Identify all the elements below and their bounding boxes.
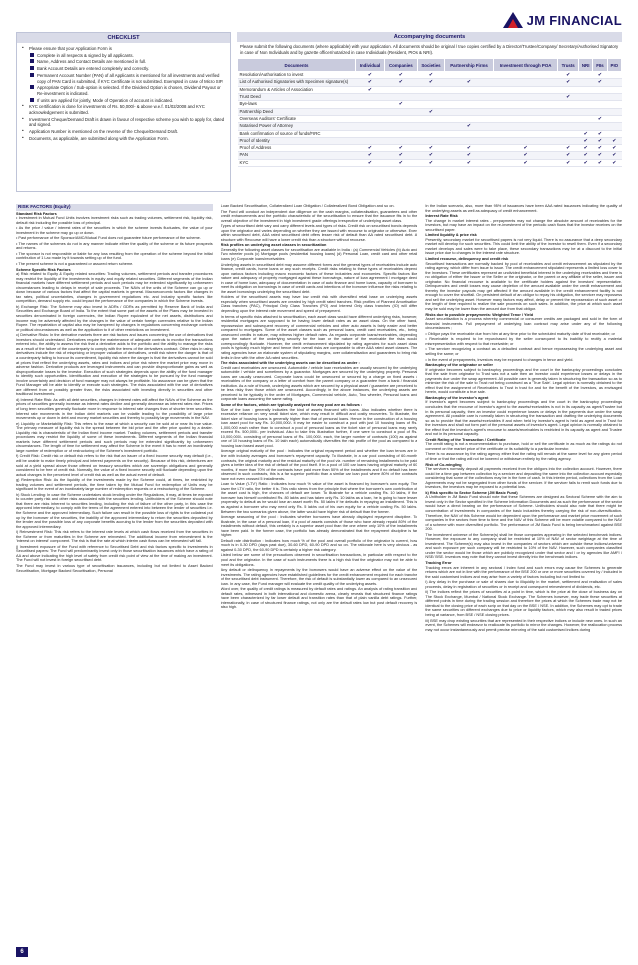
empty-cell — [579, 115, 593, 122]
table-row — [238, 159, 622, 166]
paragraph: b) Exchange Risk: The Scheme may also invest in ADRs / GDRs as permitted by Reserve Bank of India and Securities and Exchange Board of India. To the extent that some part of the assets of the Plans may be invested in securities denominated in foreign currencies, the Indian Rupee equivalent of the net assets, distributions and income may be adversely affected by the changes in the value of certain foreign currencies relative to the Indian Rupee. The repatriation of capital also may be hampered by changes in regulations concerning exchange controls or political circumstances as well as the application to it of other restrictions on investment. — [16, 304, 213, 332]
checkmark-icon: ✔ — [607, 145, 621, 152]
paragraph: • The servicer recognizing a contract as a defaulted contract and hence repossessing the underlying asset and selling the same; or — [425, 347, 623, 356]
checkmark-icon: ✔ — [356, 79, 385, 86]
checklist-item-text: Application Number is mentioned on the reverse of the Cheque/Demand Draft. — [29, 129, 179, 135]
checkmark-icon: ✔ — [493, 145, 558, 152]
empty-cell — [579, 123, 593, 130]
jm-financial-logo-icon — [503, 10, 523, 30]
checklist-item — [21, 117, 226, 128]
checkbox-square-icon — [30, 73, 34, 80]
column-header: Individual — [356, 59, 385, 72]
paragraph: • As the price / value / interest rates of the securities in which the scheme invests fluctuates, the value of your investment in the scheme may go up or down. — [16, 226, 213, 235]
risk-column-3 — [425, 204, 622, 939]
paragraph: Loan to Value ('LTV') Ratio : Indicates how much % value of the asset is financed by borrower's own equity. The lower the LTV ratio, the better it is. This ratio stems from the principle that where the borrower's own contribution of the asset cost is high, the chances of default are lower. To illustrate for a vehicle costing Rs. 10 lakhs, if the borrower has himself contributed Rs. 80 lakhs and has taken only Rs. 10 lakhs as a loan, he is going to have lesser propensity to default as he would lose an asset worth Rs. 50 lakhs if he defaults in repaying an installment. This is as against a borrower who may need only Rs. 5 lakhs out of his own equity for a vehicle costing Rs. 50 lakhs. Between the two scenarios given above, the latter would have higher risk of default than the former. — [220, 482, 418, 514]
empty-cell — [607, 72, 621, 79]
document-name: Bye-laws — [238, 101, 356, 108]
empty-cell — [445, 86, 493, 93]
section-heading: Limited recourse, delinquency and credit risk — [425, 257, 509, 262]
document-name: Memorandum & Articles of Association — [238, 86, 356, 93]
risk-column-1 — [16, 204, 213, 939]
checkbox-square-icon — [30, 85, 34, 92]
empty-cell — [445, 137, 493, 144]
checkmark-icon: ✔ — [579, 137, 593, 144]
checkmark-icon: ✔ — [558, 72, 579, 79]
document-name: Bank confirmation of source of funds/FIRC — [238, 130, 356, 137]
document-name: Trust Deed — [238, 94, 356, 101]
document-name: List of Authorised Signatories with Specimen signature(s) — [238, 79, 356, 86]
empty-cell — [417, 86, 445, 93]
column-header: Documents — [238, 59, 356, 72]
empty-cell — [593, 101, 607, 108]
checkmark-icon: ✔ — [417, 79, 445, 86]
empty-cell — [417, 130, 445, 137]
empty-cell — [558, 101, 579, 108]
section-heading: Bankruptcy of the investor's agent — [425, 395, 489, 400]
empty-cell — [493, 137, 558, 144]
bullet-icon: • — [22, 104, 24, 110]
empty-cell — [593, 86, 607, 93]
checkmark-icon: ✔ — [445, 159, 493, 166]
checkmark-icon: ✔ — [445, 145, 493, 152]
empty-cell — [493, 86, 558, 93]
section-heading: Tracking Error — [425, 561, 452, 566]
checklist-item — [21, 66, 226, 72]
checklist-item — [21, 98, 226, 104]
empty-cell — [558, 115, 579, 122]
column-header: Trusts — [558, 59, 579, 72]
paragraph: iii) BSE may drop existing securities that are represented in their respective indices or include new ones. In such an event, the Schemes will endeavor to reallocate its portfolio to mirror the changes. However, the reallocation process may not occur instantaneously and permit precise mirroring of the said customised indices during — [425, 618, 623, 632]
section-heading: Standard Risk Factors — [16, 211, 57, 216]
risk-factors-section — [16, 204, 622, 939]
empty-cell — [417, 101, 445, 108]
paragraph: ii) The indices reflect the prices of securities at a point in time, which is the price at the close of business day on The Stock Exchange, Mumbai / National Stock Exchange. The Schemes however, may trade these securities at different points in time during the trading session and therefore the prices at which the Schemes trade may not be identical to the closing price of each scrip on that day on the BSE / NSE. In addition, the Schemes may opt to trade the same securities on different exchanges due to price or liquidity factors, which may also result in traded prices being at variance, from BSE / NSE closing prices. — [425, 590, 623, 618]
checkmark-icon: ✔ — [385, 152, 418, 159]
table-row — [238, 130, 622, 137]
checklist-item-text: Name, Address and Contact Details are mentioned in full. — [37, 59, 147, 65]
empty-cell — [579, 94, 593, 101]
empty-cell — [385, 86, 418, 93]
checkbox-square-icon — [30, 66, 34, 73]
paragraph: • Receivable is required to be repurchased by the seller consequent to its inability to rectify a material misrepresentation with respect to that receivable; or — [425, 337, 623, 346]
bullet-icon: • — [22, 46, 24, 51]
table-row — [238, 145, 622, 152]
checkmark-icon: ✔ — [356, 72, 385, 79]
documents-panel — [237, 32, 622, 192]
paragraph: Average original maturity of the pool : indicates the original repayment period and whether the loan tenors are in line with industry averages and borrower's repayment capacity. To illustrate, in a car pool consisting of 60-month contracts, the original maturity and the residual maturity of the pool viz. number of remaining installments to be paid gives a better idea of the risk of default of the pool itself. If in a pool of 100 car loans having original maturity of 60 months, if more than 70% of the contracts have paid more than 50% of the installments and if no default has been observed in such contracts, this is a far superior portfolio than a similar car loan pool where 80% of the contracts have not even crossed 5 installments. — [220, 449, 418, 481]
table-row — [238, 101, 622, 108]
paragraph: d) Interest Rate Risk: As with all debt securities, changes in interest rates will affect the NAVs of the Scheme as the prices of securities generally increase as interest rates decline and generally decrease as interest rates rise. Prices of long term securities generally fluctuate more in response to interest rate changes than of shorter term securities. Interest rate movements in the Indian debt markets can be volatile leading to the possibility of large price movements up or down in debt and money market securities and thereby to possibly large movements in the NAV. — [16, 397, 213, 421]
empty-cell — [385, 123, 418, 130]
empty-cell — [493, 72, 558, 79]
checklist-item-text: If units are applied for jointly, Mode of Operation of account is indicated. — [37, 97, 174, 103]
empty-cell — [593, 108, 607, 115]
checkbox-square-icon — [30, 98, 34, 105]
checkmark-icon: ✔ — [417, 145, 445, 152]
paragraph: The Fund may invest in various type of securitisation issuances, including but not limited to Asset Backed Securitisation, Mortgage Backed Securitisation, Personal — [16, 564, 213, 573]
table-row — [238, 72, 622, 79]
checkmark-icon: ✔ — [445, 152, 493, 159]
paragraph: Securitised transactions are normally backed by pool of receivables and credit enhancement as stipulated by the rating agency, which differ from issue to issue. The credit enhancement stipulated represents a limited loss cover to the Investors. These certificates represent an undivided beneficial interest in the underlying receivables and there is no obligation of either the Issuer or the Seller or the originator, or the parent or any affiliate of the seller, issuer and originator. No financial recourse is available to the certificate holders against the investors' representative. Delinquencies and credit losses may cause depletion of the amount available under the credit enhancement and thereby the investor payouts may get affected if the amount available in the credit enhancement facility is not enough to cover the shortfall. On persistent default of an obligor to repay his obligation, the servicer may repossess and sell the underlying asset. However many factors may affect, delay or prevent the repossession of such asset or the length of time required to realize the sale proceeds on such sales. In addition, the price at which such asset may be sold may be lower than the amount due from that obligor. — [425, 261, 623, 312]
paragraph: Tracking errors are inherent in any sectoral / index fund and such errors may cause the Schemes to generate returns which are not in line with the performance of the BSE 200 or one or more securities covered by / included in the said customised indices and may arise from a variety of factors including but not limited to: — [425, 565, 623, 579]
paragraph: The Fund will conduct an independent due diligence on the cash margins, collateralisation, guarantees and other credit enhancements and the portfolio characteristic of the securitisation to ensure that the issuance fits in to the overall objective of the investment in high investment grade offerings irrespective of underlying asset class. — [220, 209, 418, 223]
empty-cell — [356, 94, 385, 101]
checkmark-icon: ✔ — [445, 79, 493, 86]
paragraph: • Obligor pays the receivable due from him at any time prior to the scheduled maturity date of that receivable; or — [425, 331, 615, 336]
checklist-item-text: Permanent Account Number (PAN) of all Applicants is mentioned for all investments and verified copy of PAN Card is submitted, if KYC Certificate is not submitted. Exempted in case of Micro SIP. — [37, 72, 224, 84]
section-heading: Interest Rate Risk — [425, 214, 458, 219]
column-header: FIIs — [593, 59, 607, 72]
empty-cell — [356, 123, 385, 130]
empty-cell — [493, 130, 558, 137]
table-row — [238, 108, 622, 115]
checkmark-icon: ✔ — [593, 145, 607, 152]
paragraph: If originator becomes subject to bankruptcy proceedings and the court in the bankruptcy proceedings concludes that the sale from originator to Trust was not a sale then an investor could experience losses or delays in the payments due under the swap agreement. All possible care is generally taken in structuring the transaction so as to minimize the risk of the sale to Trust not being construed as a 'True Sale'. Legal opinion is normally obtained to the effect that the assignment of Receivables to Trust in trust for and for the benefit of the Investors, as envisaged herein, would constitute a true sale. — [425, 367, 623, 395]
section-heading: Limited liquidity & price risk — [425, 233, 477, 238]
checkmark-icon: ✔ — [593, 72, 607, 79]
paragraph: g) Redemption Risk: As the liquidity of the investments made by the Scheme could, at times, be restricted by trading volumes and settlement periods, the time taken by the Mutual Fund for redemption of Units may be significant in the event of an inordinately large number of redemption requests or a restructuring of the Scheme. — [16, 478, 213, 492]
paragraph: Default rate distribution : Indicates how much % of the pool and overall portfolio of the originator is current, how much is in 0-30 DPD (days past due), 30-60 DPD, 60-90 DPD and so on. The rationale here is very obvious - as against 0-30 DPD, the 60-90 DPD is certainly a higher risk category. — [220, 538, 418, 552]
section-heading: k) Risk specific to Sector Scheme (JM Basic Fund) — [425, 490, 518, 495]
column-header: Partnership Firms — [445, 59, 493, 72]
paragraph: j) Investment exposure of the Fund with reference to Securitised Debt and risk factors specific to investments in Securitised papers: The Fund will predominantly invest only in those securitisation issuances which have a rating of AA and above indicating the high level of safety from credit risk point of view at the time of making an investment. The Fund will not invest in foreign securitised debt. — [16, 544, 213, 563]
risk-factors-heading: RISK FACTORS (Equity) — [16, 204, 213, 211]
empty-cell — [607, 108, 621, 115]
paragraph: f) Credit Risk: Credit risk or default risk refers to the risk that an issuer of a fixed income security may default (i.e., will be unable to make timely principal and interest payments on the security). Because of this risk, debentures are sold at a yield spread above those offered on treasury securities which are sovereign obligations and generally considered to be free of credit risk. Normally, the value of a fixed income security will fluctuate depending upon the actual changes in the perceived level of credit risk as well as the actual event of default. — [16, 454, 213, 477]
checkmark-icon: ✔ — [593, 130, 607, 137]
empty-cell — [445, 108, 493, 115]
paragraph: Loan Backed Securitisation, Collateralized Loan Obligation / Collateralized Bond Obligation and so on. — [220, 204, 395, 208]
checkmark-icon: ✔ — [558, 79, 579, 86]
empty-cell — [493, 101, 558, 108]
brand-logo — [503, 10, 622, 30]
empty-cell — [607, 86, 621, 93]
paragraph: i) Reinvestment Risk: This risk refers to the interest rate levels at which cash flows received from the securities in the Scheme or from maturities in the Scheme are reinvested. The additional income from reinvestment is the 'interest on interest' component. The risk is that the rate at which interim cash flows can be reinvested will fall. — [16, 530, 213, 544]
checkmark-icon: ✔ — [493, 159, 558, 166]
checkmark-icon: ✔ — [579, 152, 593, 159]
checklist-item — [21, 53, 226, 59]
empty-cell — [579, 108, 593, 115]
checkmark-icon: ✔ — [558, 94, 579, 101]
paragraph: The investment universe of the Scheme(s) shall be those companies appearing in the selected benchmark indices. However, the exposure to any company shall be restricted at 10% of NAV of sector weightage at the time of investment. The Scheme(s) may also invest in the companies of sectors which are outside these indices/universe and such exposure per such company will be restricted to 10% of the NAV. However, such companies classified under the sector would be those which are publicly recognized under that sector and / or by agencies like AMFI / NSE/ BSE. Investors may note that they cannot invest directly into the benchmark indices. — [425, 532, 623, 560]
section-heading: The risks associated with the underlying assets can be described as under : — [220, 361, 360, 366]
empty-cell — [493, 79, 558, 86]
empty-cell — [417, 123, 445, 130]
empty-cell — [607, 123, 621, 130]
paragraph: Types of securitised debt vary and carry different levels and types of risks. Credit risk on securitised bonds depends upon the originator and varies depending on whether they are issued with recourse to originator or otherwise. Even within securitised debt, AAA rated securitised debt offers lesser risk of default than AA rated securitised debt. A structure with Recourse will have a lower credit risk than a structure without recourse. — [220, 224, 418, 242]
empty-cell — [385, 108, 418, 115]
empty-cell — [558, 130, 579, 137]
checklist-item — [21, 59, 226, 65]
empty-cell — [607, 101, 621, 108]
paragraph: c) Derivative Risks: In the derivative markets there are risk factors and issues concerning the use of derivatives that investors should understand. Derivatives require the maintenance of adequate controls to monitor the transactions entered into, the ability to assess the risk that a derivative adds to the portfolio and the ability to manage the risks as a result of the failure of the counterparty to comply with the terms of the derivatives contract. Other risks in using derivatives include the risk of mispricing or improper valuation of derivatives, credit risk where the danger is that of a counterparty failing to honour its commitment, liquidity risk where the danger is that the derivatives cannot be sold at prices that reflect the underlying assets, rates and indices and price risk where the market price may move in adverse fashion. Derivative products are leveraged instruments and can provide disproportionate gains as well as disproportionate losses to the investor. Execution of such strategies depends upon the ability of the fund manager to identify such opportunities. Identification and execution of the strategies to be pursued by the fund manager involve uncertainty and decision of fund manager may not always be profitable. No assurance can be given that the Fund Manager will be able to identify or execute such strategies. The risks associated with the use of derivatives are different from or possibly greater than, the risks associated with investing directly in securities and other traditional investments. — [16, 333, 213, 397]
empty-cell — [356, 115, 385, 122]
empty-cell — [385, 115, 418, 122]
checklist-item-text: Investment Cheque/Demand Draft is drawn in favour of respective scheme you wish to apply for, dated and signed. — [29, 116, 225, 128]
empty-cell — [385, 137, 418, 144]
checkmark-icon: ✔ — [385, 101, 418, 108]
documents-table — [237, 58, 622, 167]
paragraph: The servicers normally deposit all payments received from the obligors into the collection account. However, there could be a time gap between collection by a servicer and depositing the same into the collection account especially considering that some of the collections may be in the form of cash. In this interim period, collections from the Loan Agreements may not be segregated from other funds of the servicer. If the servicer fails to remit such funds due to investors, the investors may be exposed to a potential loss. — [425, 467, 623, 490]
checkmark-icon: ✔ — [558, 159, 579, 166]
paragraph: There is no assurance by the rating agency either that the rating will remain at the same level for any given period of time or that the rating will not be lowered or withdrawn entirely by the rating agency. — [425, 452, 623, 461]
paragraph: The credit rating is not a recommendation to purchase, hold or sell the certificate in as much as the ratings do not comment on the market price of the certificate or its suitability to a particular investor. — [425, 442, 623, 451]
checkbox-square-icon — [30, 53, 34, 60]
paragraph: Size of the loan : generally indicates the kind of assets financed with loans. Also indicates whether there is excessive reliance on very small ticket size, which may result in difficult and costly recoveries. To illustrate, the ticket size of housing loans is generally higher than that of personal loans. Hence in the construction of a housing loan asset pool for say Rs. 10,000,000/- it may be easier to construct a pool with just 10 housing loans of Rs. 1,000,000 each rather than to construct a pool of personal loans as the ticket size of personal loans may rarely exceed Rs. 500,000/- per individual. Also to take this illustration further, if one were to construct a pool of Rs. 10,000,000/- consisting of personal loans of Rs. 100,000/- each, the larger number of contracts (100) as against one of 10 housing loans of Rs. 10 lakh each) automatically diversifies the risk profile of the pool as compared to a housing loan based asset pool. — [220, 407, 418, 448]
checkmark-icon: ✔ — [385, 72, 418, 79]
paragraph: • The sponsor is not responsible or liable for any loss resulting from the operation of the scheme beyond the initial contribution of 1 Lac made by it towards setting up of the fund. — [16, 251, 213, 261]
section-heading: Scheme Specific Risk Factors — [16, 267, 71, 272]
paragraph: Generally the following asset classes for securitisation are available in India : (a) Commercial Vehicles (b) Auto and Two wheeler pools (c) Mortgage pools (residential housing loans) (d) Personal Loan, credit card and other retail loans (e) Corporate loans/receivables — [220, 247, 418, 262]
empty-cell — [445, 130, 493, 137]
checklist-panel — [16, 32, 231, 192]
paragraph: If investor's agent becomes subject to bankruptcy proceedings and the court in the bankruptcy proceedings concludes that the recourse of investor's agent to the assets/receivables is not in its capacity as agent/Trustee but in its personal capacity, then an investor could experience losses or delays in the payments due under the swap agreement. All possible care is normally taken in structuring the transaction and drafting the underlying documents so as to provide that the assets/receivables if and when held by investor's agent is held as agent and in Trust for the investors and shall not form part of the personal assets of investor's agent. Legal opinion is normally obtained to the effect that the investor's agent's recourse to assets/receivables is restricted in its capacity as agent and Trustee and not in its personal capacity. — [425, 400, 623, 437]
checkmark-icon: ✔ — [356, 145, 385, 152]
paragraph: Listed below are some of the precautions observed in securitisation transactions, in particular with respect to the pool and the originator. In the case of such instruments there is a high risk that the originator may not be able to meet its obligations. — [220, 553, 418, 567]
checkmark-icon: ✔ — [385, 79, 418, 86]
checkmark-icon: ✔ — [593, 152, 607, 159]
paragraph: Word over, the quality of credit ratings is measured by default rates and ratings. An analysis of rating transition and default rates, witnessed in both international and domestic arena, clearly reveals that structured finance ratings have been characterized by far lower default and transition rates than that of plain vanilla debt ratings. Further, internationally, in case of structured finance ratings, not only are the default rates low but post default recovery is also high. — [220, 587, 418, 610]
bullet-icon: • — [22, 135, 24, 141]
checkbox-square-icon — [30, 59, 34, 66]
checkmark-icon: ✔ — [417, 152, 445, 159]
checklist-item — [21, 129, 226, 135]
empty-cell — [607, 115, 621, 122]
risk-column-2 — [221, 204, 418, 939]
checkmark-icon: ✔ — [417, 72, 445, 79]
documents-table-body — [238, 72, 622, 167]
paragraph: Credit card receivables are unsecured. Automobile / vehicle loan receivables are usually secured by the underlying automobile / vehicle and sometimes by a guarantor. Mortgages are secured by the underlying property. Personal loans are usually unsecured. Corporate loans could be unsecured or secured by a charge on fixed assets / receivables of the company or a letter of comfort from the parent company or a guarantee from a bank / financial institution. As a rule of thumb, underlying assets which are secured by a physical asset / guarantee are perceived to be less risky than those which are unsecured. Accordingly, in the above instances, the underlying assets are perceived to be typically in the order of Mortgages, Commercial vehicle, Auto, Two wheeler, Personal loans and corporate loans assuming the same rating. — [220, 365, 418, 402]
empty-cell — [445, 115, 493, 122]
checklist-item-text: Bank Account Details are entered completely and correctly. — [37, 66, 150, 72]
paragraph: e) Liquidity or Marketability Risk: This refers to the ease at which a security can be sold at or near its true value. The primary measure of liquidity risk is the spread between the bid price and the offer price quoted by a dealer. Liquidity risk is characteristic of the Indian fixed income market. Trading volumes, settlement periods and transfer procedures may restrict the liquidity of some of these investments. Different segments of the Indian financial markets have different settlement periods and such periods may be extended significantly by unforeseen circumstances. The length of time for settlement may affect the Scheme in the event it has to meet an inordinately large number of redemption or of restructuring of the Scheme's investment portfolio. — [16, 421, 213, 453]
empty-cell — [593, 123, 607, 130]
paragraph: • In the event of prepayments, investors may be exposed to changes in tenor and yield. — [425, 357, 574, 362]
checklist-item — [21, 136, 226, 142]
empty-cell — [558, 137, 579, 144]
checklist-item — [21, 46, 226, 52]
checkmark-icon: ✔ — [445, 123, 493, 130]
empty-cell — [385, 130, 418, 137]
empty-cell — [607, 79, 621, 86]
documents-table-header — [238, 59, 622, 72]
paragraph: The change in market interest rates - prepayments may not change the absolute amount of receivables for the investors, but may have an impact on the re-investment of the periodic cash flows that the investor receives on the securitised paper. — [425, 218, 623, 232]
table-row — [238, 79, 622, 86]
checkmark-icon: ✔ — [385, 159, 418, 166]
document-name: Proof of Identity — [238, 137, 356, 144]
paragraph: In the Indian scenario, also, more than 95% of issuances have been AAA rated issuances indicating the quality of the underlying assets as well as adequacy of credit enhancement. — [425, 204, 623, 213]
empty-cell — [445, 94, 493, 101]
documents-title: Accompanying documents — [237, 32, 622, 42]
empty-cell — [356, 130, 385, 137]
section-heading: Risk profiles on underlying asset classes in securitization — [220, 243, 327, 248]
empty-cell — [445, 101, 493, 108]
empty-cell — [356, 101, 385, 108]
top-section — [16, 32, 622, 192]
column-header: Societies — [417, 59, 445, 72]
checklist-item-text: KYC certification is done for investments of Rs. 50,000/- & above w.e.f. 01/02/2008 and KYC acknowledgement is submitted. — [29, 104, 205, 116]
checkmark-icon: ✔ — [417, 159, 445, 166]
checkmark-icon: ✔ — [356, 159, 385, 166]
empty-cell — [417, 94, 445, 101]
document-name: Proof of Address — [238, 145, 356, 152]
checklist-item — [21, 85, 226, 96]
paragraph: a) Risk related to Equity & Equity related securities: Trading volumes, settlement periods and transfer procedures may restrict the liquidity of the investments in equity and equity related securities. Different segments of the Indian financial markets have different settlement periods and such periods may be extended significantly by unforeseen circumstances leading to delays in receipt of sale proceeds. The NAVs of the units of the Scheme can go up or down because of various factors that affect the capital markets in general. Macroeconomic factors like changes in tax rates, political uncertainties, changes in government regulations etc. and industry specific factors like competition, demand supply etc. could impact the performance of the companies in which the Scheme invests. — [16, 272, 213, 304]
empty-cell — [445, 72, 493, 79]
column-header: Companies — [385, 59, 418, 72]
table-row — [238, 94, 622, 101]
checkmark-icon: ✔ — [356, 86, 385, 93]
checkmark-icon: ✔ — [593, 115, 607, 122]
documents-intro: Please submit the following documents (where applicable) with your application. All documents should be original / true copies certified by a Director/Trustee/Company/ Secretary/Authorised Signatory in case of Non Individuals and by gazette officer/notarized in case Individuals (Resident, PIOs & NRI). — [240, 44, 619, 55]
section-heading: Risk of Co-mingling — [425, 462, 462, 467]
table-row — [238, 137, 622, 144]
document-name: Notarised Power of Attorney — [238, 123, 356, 130]
empty-cell — [417, 137, 445, 144]
empty-cell — [493, 115, 558, 122]
checklist-item-text: Complete in all respects & signed by all applicants. — [37, 52, 134, 58]
document-name: PAN — [238, 152, 356, 159]
empty-cell — [607, 130, 621, 137]
column-header: PIO — [607, 59, 621, 72]
page-number: 6 — [16, 947, 28, 957]
checkmark-icon: ✔ — [417, 108, 445, 115]
paragraph: In terms of specific risks attached to securitisation, each asset class would have different underlying risks, however, residential mortgages are supposed to be having lower default rates as an asset class. On the other hand, repossession and subsequent recovery of commercial vehicles and other auto assets is fairly easier and better compared to mortgages. Some of the asset classes such as personal loans, credit card receivables, etc., being unsecured credits in nature, may witness higher default rates. As regards corporate loans/receivables, depending upon the nature of the underlying security for the loan or the nature of the receivable the risks would correspondingly fluctuate. However, the credit enhancement stipulated by rating agencies for such asset class pools is typically much higher and hence their overall risks are comparable to other AAA rated asset classes. The rating agencies have an elaborate system of stipulating margins, over collateralisation and guarantees to bring risk limits in line with the other AA rated securities. — [220, 314, 418, 360]
paragraph: h) Stock Lending: In case the Scheme undertakes stock lending under the Regulations, it may, at times be exposed to counter party risk and other risks associated with the securities lending. Unitholders of the Scheme should note that there are risks inherent to securities lending, including the risk of failure of the other party, in this case the approved intermediary, to comply with the terms of the agreement entered into between the lender of securities i.e. the Scheme and the approved intermediary. Such failure can result in the possible loss of rights to the collateral put up by the borrower of the securities, the inability of the approved intermediary to return the securities deposited by the lender and the possible loss of any corporate benefits accruing to the lender from the securities deposited with the approved intermediary. — [16, 492, 213, 529]
empty-cell — [558, 123, 579, 130]
empty-cell — [579, 72, 593, 79]
empty-cell — [493, 94, 558, 101]
checkmark-icon: ✔ — [558, 152, 579, 159]
empty-cell — [385, 94, 418, 101]
empty-cell — [493, 108, 558, 115]
paragraph: • Investment in Mutual Fund Units involves investment risks such as trading volumes, settlement risk, liquidity risk, default risk including the possible loss of principal. — [16, 216, 213, 225]
empty-cell — [558, 108, 579, 115]
checkmark-icon: ✔ — [558, 145, 579, 152]
paragraph: Average seasoning of the pool : Indicates whether borrowers have already displayed repayment discipline. To illustrate, in the case of a personal loan, if a pool of assets consists of those who have already repaid 80% of the installments without default, this certainly is a superior asset pool than the one where only 10% of the installments have been paid. In the former case, the portfolio has already demonstrated that the repayment discipline is far higher. — [220, 515, 418, 538]
paragraph: A Unitholder in JM Basic Fund should note that these Schemes are designed as Sectoral Scheme with the aim to invest only in the Sector specified in the Scheme Information Documents and as such the performance of the sector would have a direct bearing on the performance of Scheme. Unitholders should also note that there might be concentration of investments in companies of the basic industries thereby carrying the risk of non-diversification. Therefore, the NAV of this Scheme would be dependent upon the performance and market price movement of such companies in the sectors from time to time and the NAV of this Scheme will be more volatile compared to the NAV of a scheme with more diversified portfolio. The performance of JM Basic Fund is being benchmarked against BSE 200. — [425, 495, 623, 532]
checkmark-icon: ✔ — [356, 152, 385, 159]
document-name: Partnership Deed — [238, 108, 356, 115]
document-name: Overseas Auditors' Certificate — [238, 115, 356, 122]
checkmark-icon: ✔ — [593, 137, 607, 144]
checklist-item-text: Appropriate Option / Sub-option is selected. If the Dividend Option is chosen, Dividend Payout or Re-investment is indicated. — [37, 85, 221, 96]
checkmark-icon: ✔ — [607, 159, 621, 166]
section-heading: Some of the factors, which are typically analyzed for any pool are as follows : — [220, 402, 363, 407]
empty-cell — [579, 86, 593, 93]
paragraph: Asset securitisation is a process whereby commercial or consumer credits are packaged and sold in the form of financial instruments. Full prepayment of underlying loan contract may arise under any of the following circumstances ; — [425, 317, 623, 331]
checkmark-icon: ✔ — [579, 145, 593, 152]
column-header: Investment through POA — [493, 59, 558, 72]
column-header: NRI — [579, 59, 593, 72]
paragraph: i) Any delay in the purchase or sale of shares due to illiquidity in the market, settlement and realisation of sales proceeds, delay in registration of securities or in receipt and consequent reinvestment of dividends, etc. — [425, 580, 623, 589]
paragraph: Holders of the securitised assets may have low credit risk with diversified retail base on underlying assets especially when securitised assets are created by high credit rated tranches. Risk profiles of Planned Amortisation Class tranches (PAC), Principal Only Class Tranches (PO) and Interest Only class tranches (IO) will differ depending upon the interest rate movement and speed of prepayment. — [220, 295, 418, 314]
paragraph: Any default or delinquency in repayments by the borrowers would have an adverse effect on the value of the investments. The rating agencies have established guidelines for the credit enhancement required for each tranche of the securitised debt instrument. Therefore, the risk of default is substantially lower as compared to an unsecured loan. In any case, the Fund manager will evaluate the credit quality of the underlying assets. — [220, 568, 418, 586]
checklist-item-text: Documents, as applicable, are submitted along with the Application Form. — [29, 135, 169, 141]
paragraph: • The present scheme is not a guaranteed or assured return scheme. — [16, 262, 134, 267]
empty-cell — [417, 115, 445, 122]
table-row — [238, 115, 622, 122]
empty-cell — [356, 137, 385, 144]
checklist-item — [21, 104, 226, 115]
checkmark-icon: ✔ — [593, 159, 607, 166]
bullet-icon: • — [22, 116, 24, 122]
paragraph: • Past performance of the Sponsor/AMC/Mutual Fund does not guarantee future performance of the scheme. — [16, 236, 201, 241]
checklist-title: CHECKLIST — [17, 33, 230, 43]
section-heading: Bankruptcy of the originator or seller — [425, 363, 494, 368]
paragraph: Presently, secondary market for securitised papers is not very liquid. There is no assurance that a deep secondary market will develop for such securities. This could limit the ability of the investor to resell them. Even if a secondary market develops and sales were to take place, these secondary transactions may be at a discount to the initial issue price due to changes in the interest rate structure. — [425, 237, 623, 256]
empty-cell — [558, 86, 579, 93]
checkmark-icon: ✔ — [385, 145, 418, 152]
table-row — [238, 152, 622, 159]
empty-cell — [579, 79, 593, 86]
paragraph: • The names of the schemes do not in any manner indicate either the quality of the scheme or its future prospects and returns. — [16, 241, 213, 251]
section-heading: Risks due to possible prepayments: Weighted Tenor / Yield — [425, 312, 534, 317]
document-name: Resolution/Authorisation to invest — [238, 72, 356, 79]
paragraph: Underlying assets in securitised debt may assume different forms and the general types of receivables include auto finance, credit cards, home loans or any such receipts. Credit risks relating to these types of receivables depend upon various factors including macro economic factors of these industries and economies. Specific factors like nature and adequacy of property mortgaged against these borrowings, nature of loan agreement / mortgage deed in case of home loan, adequacy of documentation in case of auto finance and home loans, capacity of borrower to meet its obligation on borrowings in case of credit cards and intentions of the borrower influence the risks relating to the asset borrowings underlying the securitised debt. — [220, 262, 418, 294]
checkmark-icon: ✔ — [579, 130, 593, 137]
checkmark-icon: ✔ — [593, 79, 607, 86]
checklist-item — [21, 73, 226, 84]
checkmark-icon: ✔ — [579, 159, 593, 166]
empty-cell — [356, 108, 385, 115]
checklist-list — [17, 43, 230, 142]
empty-cell — [607, 94, 621, 101]
table-row — [238, 123, 622, 130]
empty-cell — [593, 94, 607, 101]
checkmark-icon: ✔ — [607, 137, 621, 144]
empty-cell — [579, 101, 593, 108]
brand-name: JM FINANCIAL — [526, 12, 622, 28]
checklist-item-text: Please ensure that your Application Form is — [29, 46, 112, 51]
checkmark-icon: ✔ — [607, 152, 621, 159]
table-row — [238, 86, 622, 93]
bullet-icon: • — [22, 129, 24, 135]
empty-cell — [493, 123, 558, 130]
section-heading: Credit Rating of the Transaction / Certificate — [425, 437, 506, 442]
checkmark-icon: ✔ — [493, 152, 558, 159]
document-name: KYC — [238, 159, 356, 166]
